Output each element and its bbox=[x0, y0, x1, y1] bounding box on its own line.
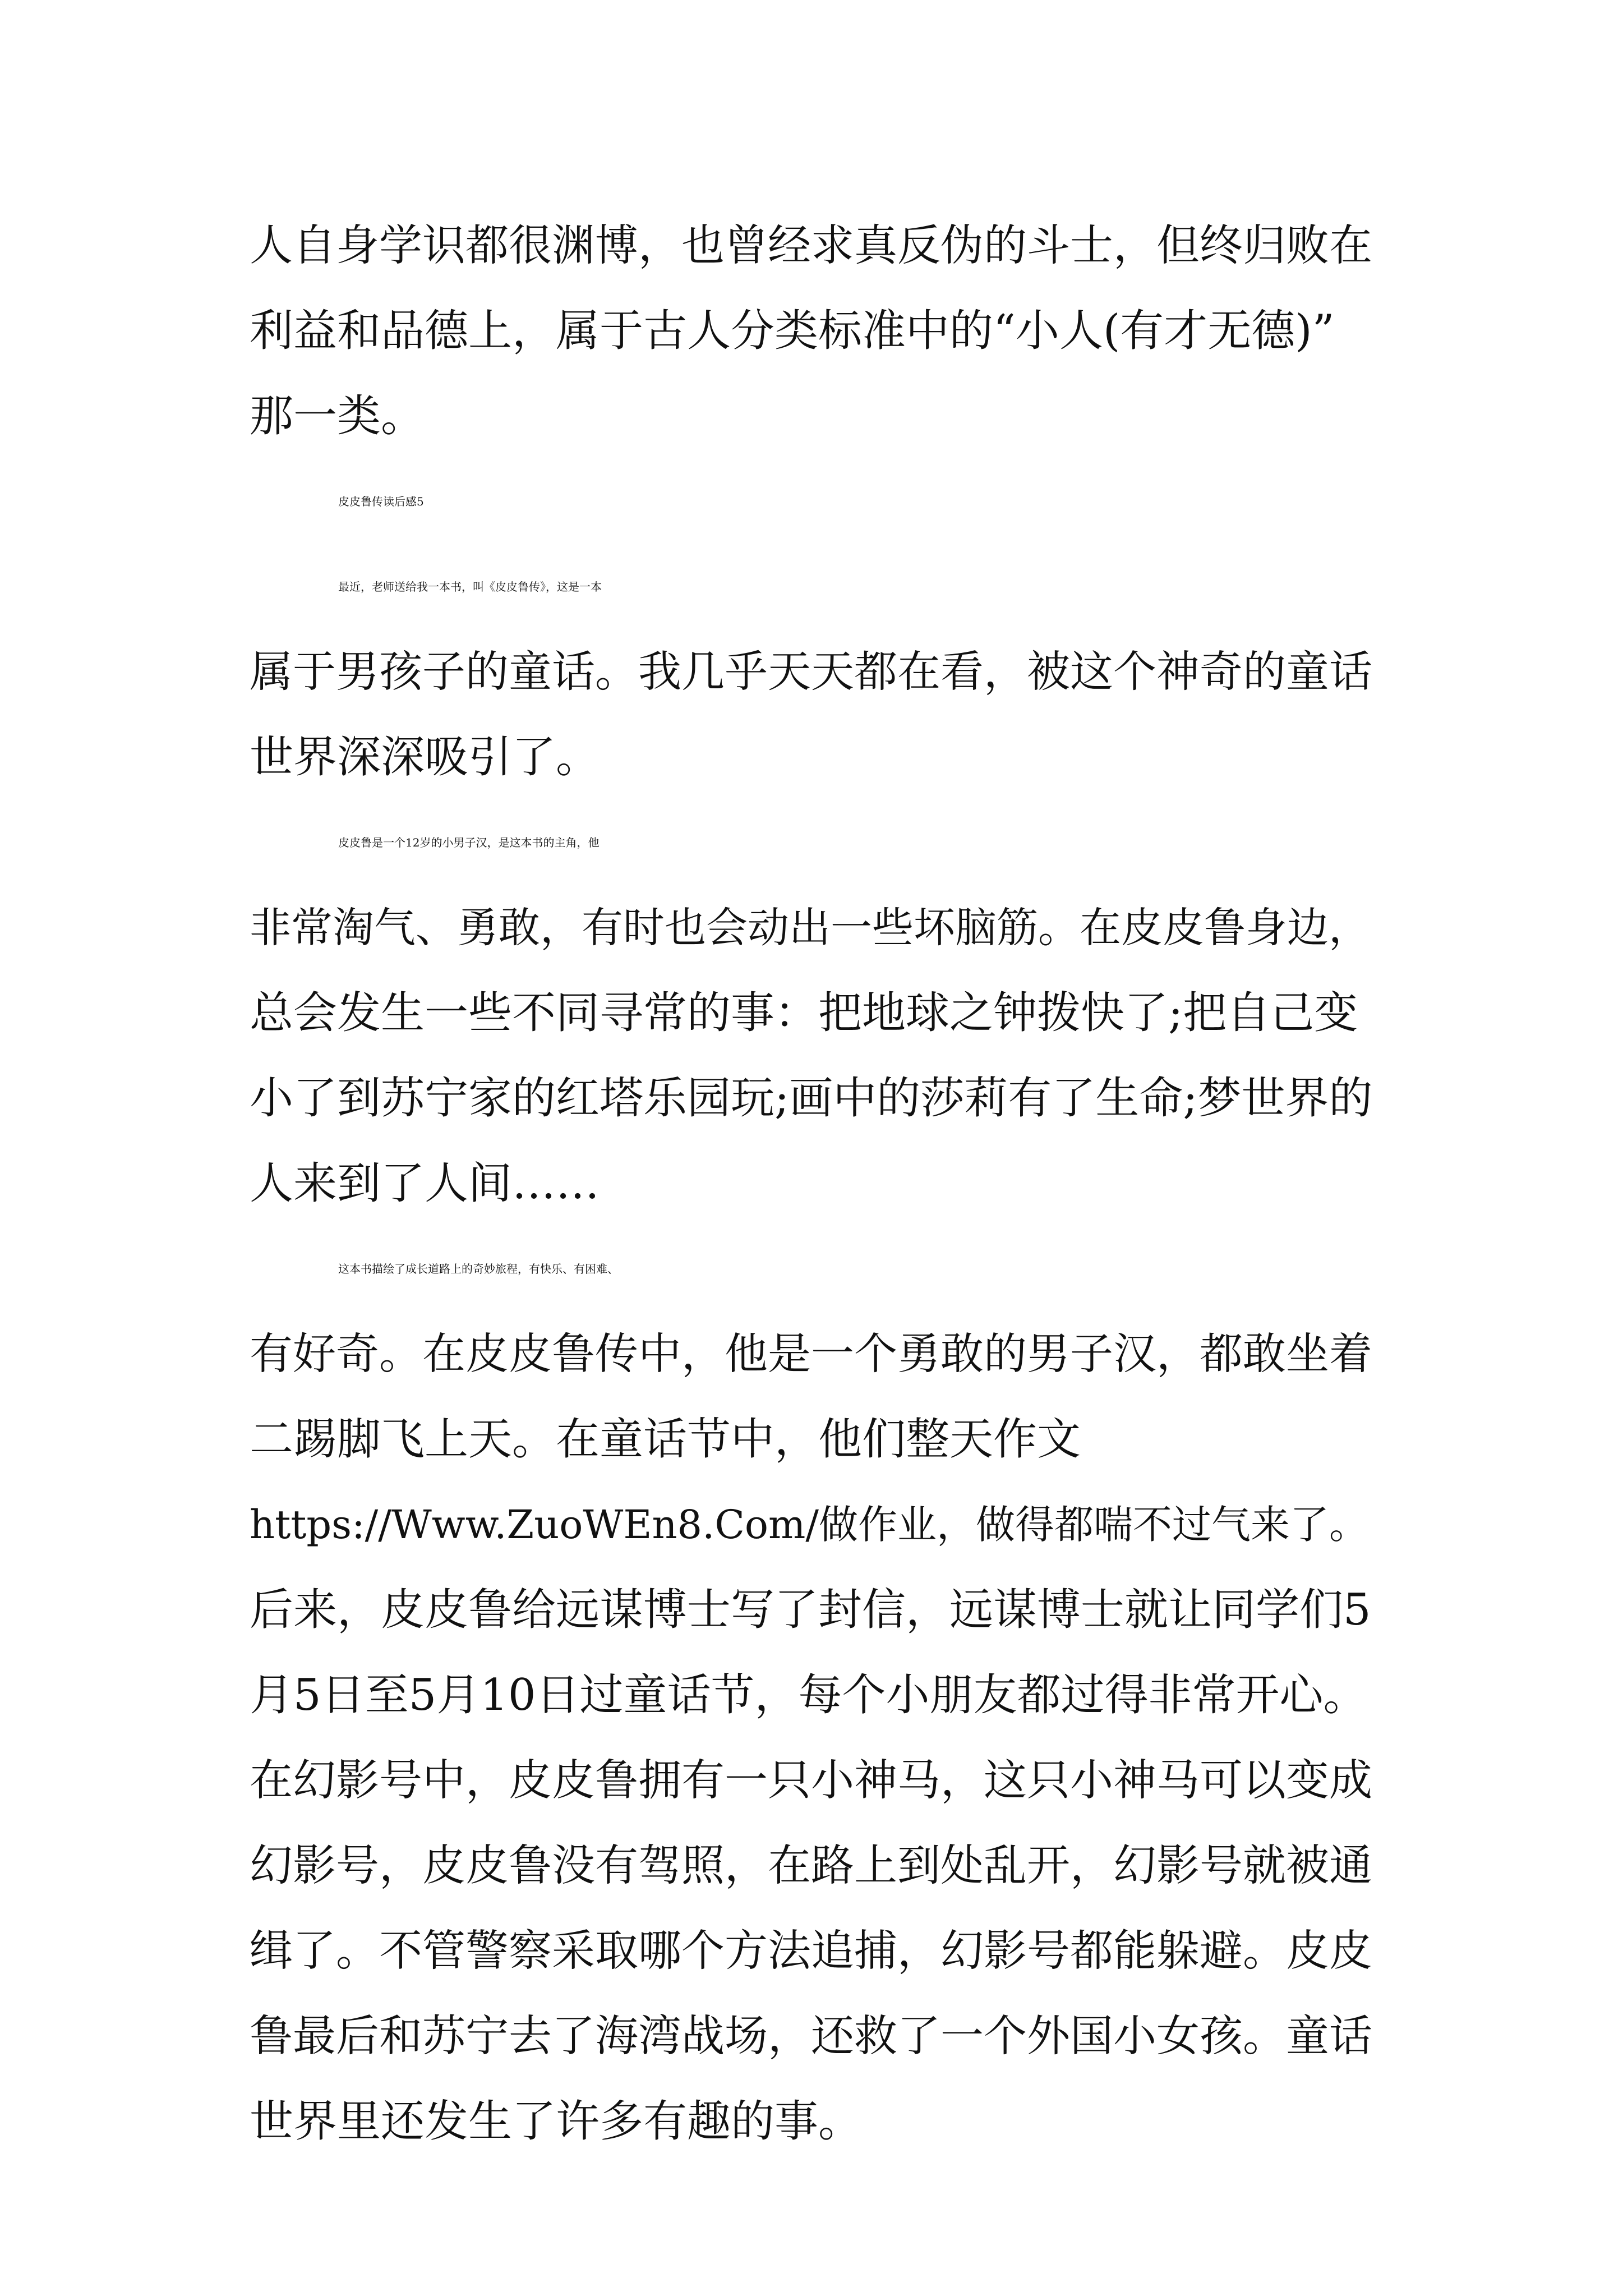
text-line: 在幻影号中，皮皮鲁拥有一只小神马，这只小神马可以变成 bbox=[250, 1756, 1372, 1806]
section-heading: 皮皮鲁传读后感5 bbox=[338, 495, 424, 508]
text-line: 小了到苏宁家的红塔乐园玩;画中的莎莉有了生命;梦世界的 bbox=[250, 1073, 1373, 1124]
text-line: 人来到了人间…… bbox=[250, 1158, 600, 1209]
text-line: 有好奇。在皮皮鲁传中，他是一个勇敢的男子汉，都敢坐着 bbox=[250, 1329, 1372, 1379]
text-line: 二踢脚飞上天。在童话节中，他们整天作文 bbox=[250, 1414, 1081, 1465]
text-line: 缉了。不管警察采取哪个方法追捕，幻影号都能躲避。皮皮 bbox=[250, 1926, 1372, 1976]
text-line: 利益和品德上，属于古人分类标准中的“小人(有才无德)” bbox=[250, 306, 1335, 356]
text-line: 世界深深吸引了。 bbox=[250, 732, 600, 783]
text-line: 后来，皮皮鲁给远谋博士写了封信，远谋博士就让同学们5 bbox=[250, 1585, 1371, 1635]
text-line: 皮皮鲁是一个12岁的小男子汉，是这本书的主角，他 bbox=[338, 836, 600, 849]
text-line: 非常淘气、勇敢，有时也会动出一些坏脑筋。在皮皮鲁身边， bbox=[250, 904, 1370, 952]
text-line: 月5日至5月10日过童话节，每个小朋友都过得非常开心。 bbox=[250, 1670, 1367, 1720]
text-line: https://Www.ZuoWEn8.Com/做作业，做得都喘不过气来了。 bbox=[250, 1502, 1368, 1548]
text-line: 人自身学识都很渊博，也曾经求真反伪的斗士，但终归败在 bbox=[250, 221, 1372, 271]
text-line: 总会发生一些不同寻常的事：把地球之钟拨快了;把自己变 bbox=[250, 988, 1358, 1038]
text-line: 幻影号，皮皮鲁没有驾照，在路上到处乱开，幻影号就被通 bbox=[250, 1841, 1372, 1891]
text-line: 最近，老师送给我一本书，叫《皮皮鲁传》，这是一本 bbox=[338, 580, 602, 593]
text-line: 那一类。 bbox=[250, 391, 425, 441]
text-line: 这本书描绘了成长道路上的奇妙旅程，有快乐、有困难、 bbox=[338, 1262, 619, 1276]
text-line: 世界里还发生了许多有趣的事。 bbox=[250, 2096, 863, 2147]
text-line: 属于男孩子的童话。我几乎天天都在看，被这个神奇的童话 bbox=[250, 647, 1372, 697]
text-line: 鲁最后和苏宁去了海湾战场，还救了一个外国小女孩。童话 bbox=[250, 2012, 1372, 2062]
